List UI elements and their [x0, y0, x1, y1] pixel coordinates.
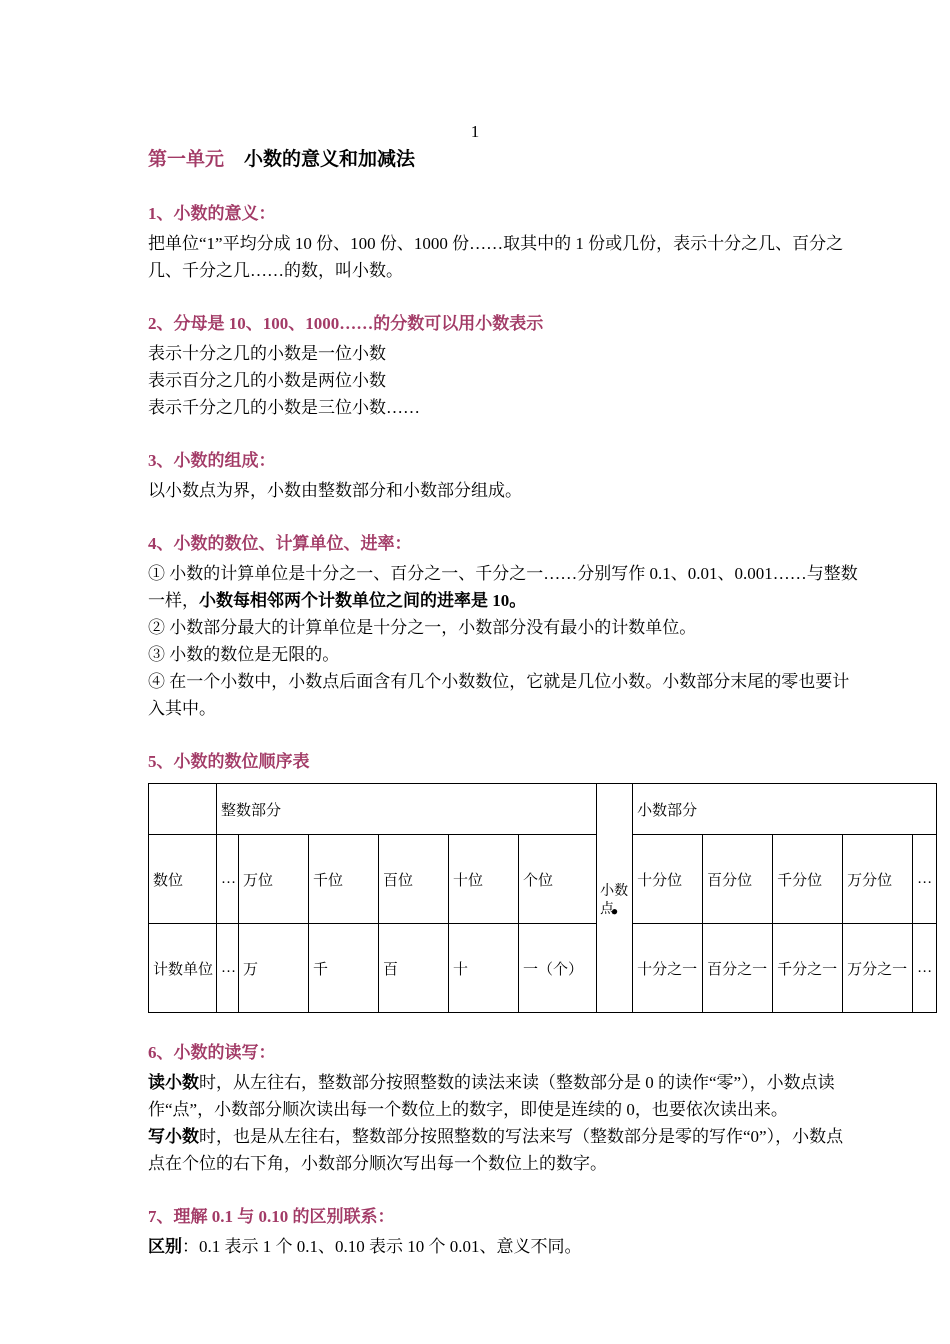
- section-4-item-3: ③ 小数的数位是无限的。: [148, 645, 340, 664]
- section-7-body: [148, 1233, 860, 1260]
- section-1: [148, 200, 935, 284]
- decimal-unit-cell: 万分之一: [843, 924, 913, 1013]
- section-3: [148, 447, 935, 504]
- decimal-digit-cell: …: [913, 835, 937, 924]
- decimal-unit-cell: 千分之一: [773, 924, 843, 1013]
- integer-unit-cell: 十: [449, 924, 519, 1013]
- integer-digit-cell: 百位: [379, 835, 449, 924]
- section-5: [148, 748, 935, 1013]
- integer-digit-cell: 万位: [239, 835, 309, 924]
- decimal-unit-cell: 十分之一: [633, 924, 703, 1013]
- difference-text: ：0.1 表示 1 个 0.1、0.10 表示 10 个 0.01、意义不同。: [182, 1237, 582, 1256]
- integer-digit-cell: 个位: [519, 835, 597, 924]
- section-4-item-1-text: ① 小数的计算单位是十分之一、百分之一、千分之一……分别写作 0.1、0.01、0.001……与整数一样，: [148, 564, 858, 610]
- read-decimal-lead: 读小数: [148, 1073, 199, 1092]
- decimal-point-header: 小数点: [600, 883, 629, 917]
- place-value-table: [148, 783, 937, 1013]
- decimal-digit-cell: 百分位: [703, 835, 773, 924]
- difference-lead: 区别: [148, 1237, 182, 1256]
- section-3-heading: 3、小数的组成：: [148, 451, 276, 470]
- integer-unit-cell: 千: [309, 924, 379, 1013]
- section-6-read-paragraph: [148, 1069, 860, 1123]
- section-2-heading: 2、分母是 10、100、1000……的分数可以用小数表示: [148, 314, 544, 333]
- integer-unit-cell: 万: [239, 924, 309, 1013]
- section-3-body: 以小数点为界，小数由整数部分和小数部分组成。: [148, 481, 522, 500]
- section-4-item-2: ② 小数部分最大的计算单位是十分之一，小数部分没有最小的计数单位。: [148, 618, 697, 637]
- page-number: 1: [470, 122, 480, 141]
- integer-part-header: 整数部分: [217, 784, 597, 835]
- write-decimal-text: 时，也是从左往右，整数部分按照整数的写法来写（整数部分是零的写作“0”），小数点点在个位的右下角，小数部分顺次写出每一个数位上的数字。: [148, 1127, 844, 1173]
- digit-row-label: 数位: [149, 835, 217, 924]
- decimal-digit-cell: 十分位: [633, 835, 703, 924]
- integer-digit-cell: …: [217, 835, 239, 924]
- section-7: [148, 1203, 935, 1260]
- integer-digit-cell: 十位: [449, 835, 519, 924]
- section-4-heading: 4、小数的数位、计算单位、进率：: [148, 534, 412, 553]
- section-4: [148, 530, 935, 722]
- decimal-part-header: 小数部分: [633, 784, 937, 835]
- section-2-line-1: 表示十分之几的小数是一位小数: [148, 344, 386, 363]
- section-7-heading: 7、理解 0.1 与 0.10 的区别联系：: [148, 1207, 395, 1226]
- section-4-item-4: ④ 在一个小数中，小数点后面含有几个小数数位，它就是几位小数。小数部分末尾的零也要计入其中。: [148, 672, 850, 718]
- write-decimal-lead: 写小数: [148, 1127, 199, 1146]
- counting-units-row: [149, 924, 937, 1013]
- decimal-digit-cell: 万分位: [843, 835, 913, 924]
- section-2-line-2: 表示百分之几的小数是两位小数: [148, 371, 386, 390]
- section-4-item-1: [148, 560, 860, 614]
- section-1-body: 把单位“1”平均分成 10 份、100 份、1000 份……取其中的 1 份或几份，表示十分之几、百分之几、千分之几……的数，叫小数。: [148, 234, 844, 280]
- section-1-heading: 1、小数的意义：: [148, 204, 276, 223]
- decimal-unit-cell: …: [913, 924, 937, 1013]
- section-5-heading: 5、小数的数位顺序表: [148, 752, 310, 771]
- table-header-row: [149, 784, 937, 835]
- section-6-write-paragraph: [148, 1123, 860, 1177]
- title-text: 小数的意义和加减法: [244, 149, 416, 170]
- decimal-digit-cell: 千分位: [773, 835, 843, 924]
- integer-unit-cell: 一（个）: [519, 924, 597, 1013]
- section-6: [148, 1039, 935, 1177]
- read-decimal-text: 时，从左往右，整数部分按照整数的读法来读（整数部分是 0 的读作“零”），小数点读作“点”，小数部分顺次读出每一个数位上的数字，即使是连续的 0，也要依次读出来。: [148, 1073, 835, 1119]
- section-6-heading: 6、小数的读写：: [148, 1043, 276, 1062]
- section-2-line-3: 表示千分之几的小数是三位小数……: [148, 398, 420, 417]
- document-title: [148, 146, 935, 174]
- section-2: [148, 310, 935, 421]
- integer-unit-cell: …: [217, 924, 239, 1013]
- integer-digit-cell: 千位: [309, 835, 379, 924]
- unit-row-label: 计数单位: [149, 924, 217, 1013]
- decimal-point-column: [597, 784, 633, 1013]
- decimal-point-dot: •: [610, 899, 619, 924]
- unit-label: 第一单元: [148, 149, 225, 170]
- section-4-item-1-bold: 小数每相邻两个计数单位之间的进率是 10。: [199, 591, 527, 610]
- table-corner-cell: [149, 784, 217, 835]
- decimal-unit-cell: 百分之一: [703, 924, 773, 1013]
- digit-places-row: [149, 835, 937, 924]
- integer-unit-cell: 百: [379, 924, 449, 1013]
